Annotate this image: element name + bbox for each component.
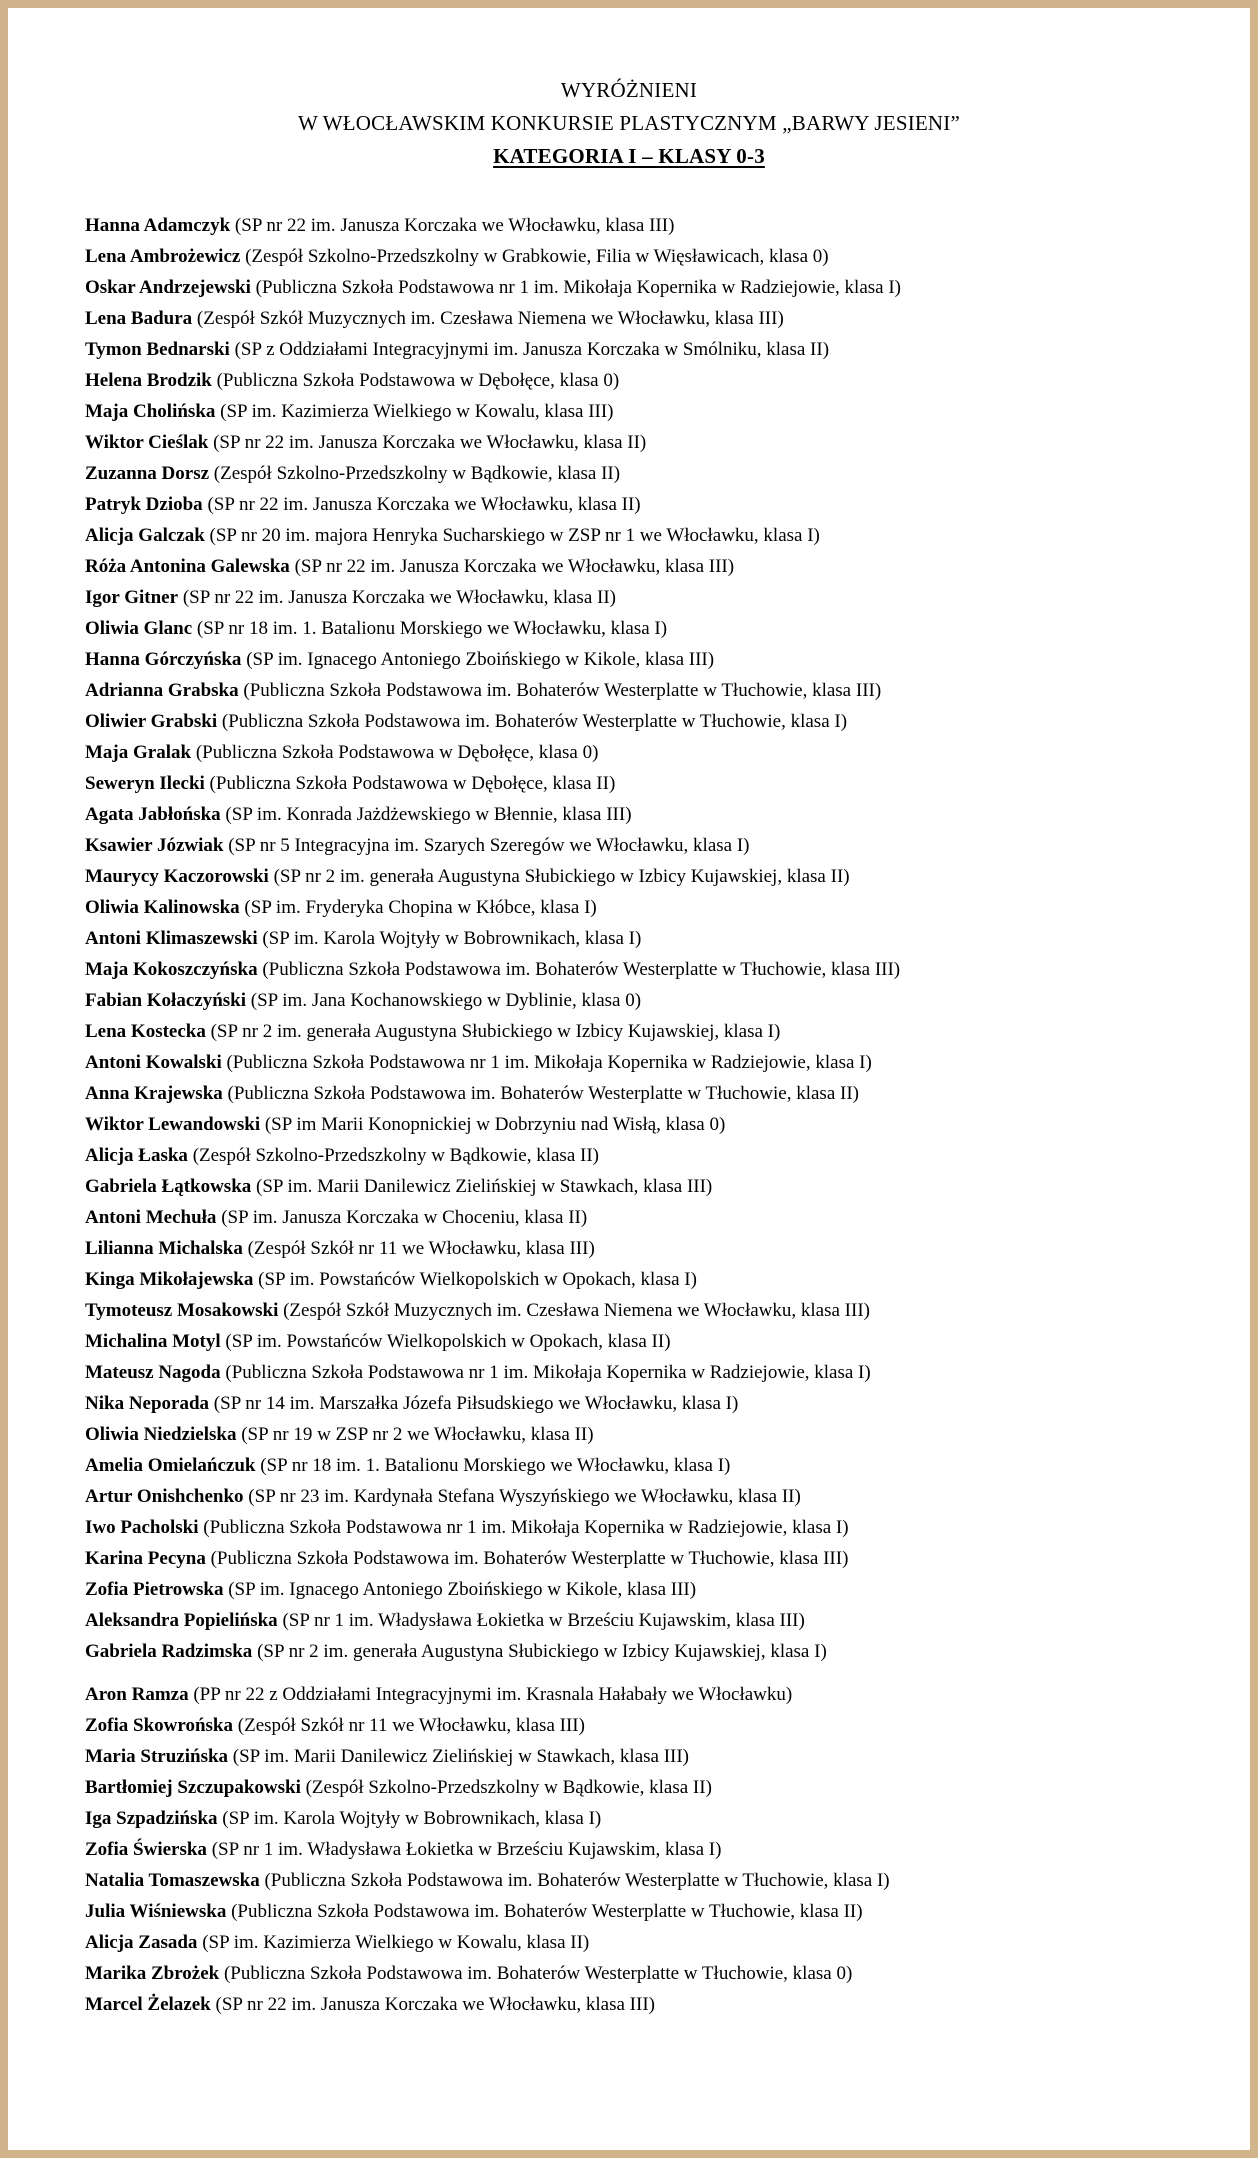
list-item (85, 1989, 1220, 2020)
winner-school-details: (Publiczna Szkoła Podstawowa nr 1 im. Mikołaja Kopernika w Radziejowie, klasa I) (220, 1362, 871, 1383)
winner-school-details: (Zespół Szkolno-Przedszkolny w Bądkowie, klasa II) (187, 1145, 599, 1166)
list-item (85, 1803, 1220, 1834)
list-item (85, 1605, 1220, 1636)
winner-school-details: (Publiczna Szkoła Podstawowa im. Bohaterów Westerplatte w Tłuchowie, klasa III) (205, 1548, 849, 1569)
winner-name: Michalina Motyl (85, 1331, 221, 1352)
list-item (85, 799, 1220, 830)
winner-school-details: (Zespół Szkół nr 11 we Włocławku, klasa III) (242, 1238, 595, 1259)
winner-school-details: (SP nr 20 im. majora Henryka Sucharskiego w ZSP nr 1 we Włocławku, klasa I) (204, 525, 820, 546)
winner-name: Wiktor Lewandowski (85, 1114, 261, 1135)
winner-school-details: (Publiczna Szkoła Podstawowa im. Bohaterów Westerplatte w Tłuchowie, klasa II) (226, 1901, 863, 1922)
list-item (85, 1140, 1220, 1171)
list-item (85, 365, 1220, 396)
list-item (85, 396, 1220, 427)
winner-name: Mateusz Nagoda (85, 1362, 221, 1383)
winner-name: Maja Gralak (85, 742, 192, 763)
list-item (85, 1543, 1220, 1574)
winner-school-details: (Zespół Szkolno-Przedszkolny w Bądkowie, klasa II) (300, 1777, 712, 1798)
list-item (85, 1512, 1220, 1543)
winner-name: Maja Cholińska (85, 401, 216, 422)
list-item (85, 1016, 1220, 1047)
winner-school-details: (Publiczna Szkoła Podstawowa nr 1 im. Mikołaja Kopernika w Radziejowie, klasa I) (198, 1517, 849, 1538)
winner-name: Róża Antonina Galewska (85, 556, 290, 577)
list-item (85, 1958, 1220, 1989)
list-item (85, 1834, 1220, 1865)
winner-name: Maja Kokoszczyńska (85, 959, 258, 980)
winner-name: Patryk Dzioba (85, 494, 203, 515)
list-item (85, 241, 1220, 272)
winner-school-details: (Zespół Szkolno-Przedszkolny w Grabkowie, Filia w Więsławicach, klasa 0) (240, 246, 829, 267)
winner-school-details: (Publiczna Szkoła Podstawowa nr 1 im. Mikołaja Kopernika w Radziejowie, klasa I) (250, 277, 901, 298)
winner-school-details: (Zespół Szkół Muzycznych im. Czesława Niemena we Włocławku, klasa III) (278, 1300, 870, 1321)
winner-school-details: (Publiczna Szkoła Podstawowa im. Bohaterów Westerplatte w Tłuchowie, klasa I) (259, 1870, 890, 1891)
winners-list-group-2 (8, 1679, 1250, 2020)
winner-school-details: (SP im. Karola Wojtyły w Bobrownikach, klasa I) (257, 928, 642, 949)
winner-name: Igor Gitner (85, 587, 179, 608)
list-item (85, 1295, 1220, 1326)
list-item (85, 675, 1220, 706)
winner-name: Lena Kostecka (85, 1021, 206, 1042)
winner-school-details: (SP im. Konrada Jażdżewskiego w Błennie, klasa III) (220, 804, 632, 825)
winner-name: Helena Brodzik (85, 370, 212, 391)
winner-name: Nika Neporada (85, 1393, 210, 1414)
winner-school-details: (Publiczna Szkoła Podstawowa im. Bohaterów Westerplatte w Tłuchowie, klasa I) (217, 711, 848, 732)
winner-name: Lena Ambrożewicz (85, 246, 241, 267)
winner-school-details: (Zespół Szkół nr 11 we Włocławku, klasa III) (233, 1715, 585, 1736)
list-item (85, 1047, 1220, 1078)
winner-name: Tymoteusz Mosakowski (85, 1300, 279, 1321)
winner-name: Bartłomiej Szczupakowski (85, 1777, 301, 1798)
winner-school-details: (SP nr 18 im. 1. Batalionu Morskiego we Włocławku, klasa I) (192, 618, 668, 639)
list-item (85, 334, 1220, 365)
list-item (85, 210, 1220, 241)
winner-name: Antoni Mechuła (85, 1207, 217, 1228)
winner-name: Adrianna Grabska (85, 680, 239, 701)
winner-school-details: (SP im. Powstańców Wielkopolskich w Opokach, klasa I) (253, 1269, 697, 1290)
list-item (85, 1927, 1220, 1958)
title-line-1: WYRÓŻNIENI (560, 78, 698, 102)
winner-school-details: (SP nr 22 im. Janusza Korczaka we Włocławku, klasa III) (289, 556, 735, 577)
winner-name: Alicja Łaska (85, 1145, 188, 1166)
list-item (85, 830, 1220, 861)
winner-school-details: (Publiczna Szkoła Podstawowa im. Bohaterów Westerplatte w Tłuchowie, klasa II) (222, 1083, 859, 1104)
winner-name: Maria Struzińska (85, 1746, 229, 1767)
winner-school-details: (SP nr 2 im. generała Augustyna Słubickiego w Izbicy Kujawskiej, klasa I) (205, 1021, 781, 1042)
winner-name: Tymon Bednarski (85, 339, 230, 360)
list-item (85, 1388, 1220, 1419)
winners-list-group-1 (8, 210, 1250, 1667)
list-item (85, 706, 1220, 737)
winner-name: Marcel Żelazek (85, 1994, 211, 2015)
list-item (85, 768, 1220, 799)
list-item (85, 1636, 1220, 1667)
winner-school-details: (SP nr 23 im. Kardynała Stefana Wyszyńskiego we Włocławku, klasa II) (243, 1486, 801, 1507)
winner-school-details: (SP im. Kazimierza Wielkiego w Kowalu, klasa II) (197, 1932, 590, 1953)
winner-school-details: (SP nr 1 im. Władysława Łokietka w Brześciu Kujawskim, klasa III) (277, 1610, 805, 1631)
winner-name: Iwo Pacholski (85, 1517, 199, 1538)
winner-name: Oliwia Glanc (85, 618, 193, 639)
winner-name: Zuzanna Dorsz (85, 463, 210, 484)
winner-name: Julia Wiśniewska (85, 1901, 227, 1922)
winner-school-details: (SP im. Marii Danilewicz Zielińskiej w Stawkach, klasa III) (228, 1746, 690, 1767)
list-item (85, 1109, 1220, 1140)
winner-name: Antoni Kowalski (85, 1052, 222, 1073)
winner-school-details: (SP im. Ignacego Antoniego Zboińskiego w Kikole, klasa III) (223, 1579, 697, 1600)
winner-school-details: (SP im. Marii Danilewicz Zielińskiej w Stawkach, klasa III) (251, 1176, 713, 1197)
list-item (85, 1264, 1220, 1295)
winner-name: Alicja Zasada (85, 1932, 198, 1953)
list-item (85, 582, 1220, 613)
winner-name: Seweryn Ilecki (85, 773, 205, 794)
list-item (85, 1865, 1220, 1896)
list-item (85, 1450, 1220, 1481)
list-item (85, 551, 1220, 582)
list-item (85, 1171, 1220, 1202)
winner-name: Zofia Skowrońska (85, 1715, 234, 1736)
winner-name: Wiktor Cieślak (85, 432, 209, 453)
list-item (85, 303, 1220, 334)
winner-name: Anna Krajewska (85, 1083, 223, 1104)
list-item (85, 1078, 1220, 1109)
winner-school-details: (SP im. Jana Kochanowskiego w Dyblinie, klasa 0) (246, 990, 642, 1011)
list-item (85, 1710, 1220, 1741)
document-page (8, 8, 1250, 2150)
winner-school-details: (SP nr 1 im. Władysława Łokietka w Brześciu Kujawskim, klasa I) (206, 1839, 722, 1860)
winner-name: Karina Pecyna (85, 1548, 206, 1569)
winner-school-details: (Zespół Szkolno-Przedszkolny w Bądkowie, klasa II) (209, 463, 621, 484)
winner-name: Hanna Adamczyk (85, 215, 231, 236)
list-item (85, 1202, 1220, 1233)
winner-name: Oliwia Niedzielska (85, 1424, 237, 1445)
list-item (85, 1772, 1220, 1803)
list-item (85, 520, 1220, 551)
winner-school-details: (Zespół Szkół Muzycznych im. Czesława Niemena we Włocławku, klasa III) (192, 308, 784, 329)
list-item (85, 427, 1220, 458)
winner-school-details: (Publiczna Szkoła Podstawowa w Dębołęce, klasa 0) (191, 742, 599, 763)
list-item (85, 1233, 1220, 1264)
winner-school-details: (SP z Oddziałami Integracyjnymi im. Janusza Korczaka w Smólniku, klasa II) (229, 339, 830, 360)
list-item (85, 1679, 1220, 1710)
winner-school-details: (SP im Marii Konopnickiej w Dobrzyniu nad Wisłą, klasa 0) (260, 1114, 726, 1135)
winner-school-details: (SP im. Fryderyka Chopina w Kłóbce, klasa I) (239, 897, 597, 918)
winner-name: Ksawier Józwiak (85, 835, 224, 856)
list-item (85, 737, 1220, 768)
list-item (85, 892, 1220, 923)
list-item (85, 1741, 1220, 1772)
winner-school-details: (SP im. Janusza Korczaka w Choceniu, klasa II) (216, 1207, 588, 1228)
list-item (85, 1574, 1220, 1605)
list-item (85, 1481, 1220, 1512)
winner-name: Amelia Omielańczuk (85, 1455, 256, 1476)
winner-name: Gabriela Łątkowska (85, 1176, 252, 1197)
list-item (85, 489, 1220, 520)
winner-school-details: (SP nr 5 Integracyjna im. Szarych Szeregów we Włocławku, klasa I) (223, 835, 750, 856)
winner-name: Aron Ramza (85, 1684, 189, 1705)
title-category: KATEGORIA I – KLASY 0-3 (493, 144, 765, 168)
winner-name: Antoni Klimaszewski (85, 928, 258, 949)
list-item (85, 1326, 1220, 1357)
winner-school-details: (SP nr 22 im. Janusza Korczaka we Włocławku, klasa III) (230, 215, 675, 236)
winner-name: Kinga Mikołajewska (85, 1269, 254, 1290)
winner-school-details: (Publiczna Szkoła Podstawowa nr 1 im. Mikołaja Kopernika w Radziejowie, klasa I) (221, 1052, 872, 1073)
winner-name: Hanna Górczyńska (85, 649, 242, 670)
winner-name: Artur Onishchenko (85, 1486, 244, 1507)
winner-school-details: (Publiczna Szkoła Podstawowa im. Bohaterów Westerplatte w Tłuchowie, klasa 0) (219, 1963, 853, 1984)
winner-name: Maurycy Kaczorowski (85, 866, 269, 887)
winner-school-details: (SP nr 22 im. Janusza Korczaka we Włocławku, klasa III) (210, 1994, 655, 2015)
winner-school-details: (SP im. Powstańców Wielkopolskich w Opokach, klasa II) (220, 1331, 671, 1352)
winner-school-details: (Publiczna Szkoła Podstawowa im. Bohaterów Westerplatte w Tłuchowie, klasa III) (238, 680, 882, 701)
winner-school-details: (SP nr 22 im. Janusza Korczaka we Włocławku, klasa II) (208, 432, 647, 453)
winner-school-details: (SP im. Karola Wojtyły w Bobrownikach, klasa I) (217, 1808, 602, 1829)
list-item (85, 613, 1220, 644)
list-item (85, 644, 1220, 675)
list-item (85, 1419, 1220, 1450)
winner-name: Zofia Pietrowska (85, 1579, 224, 1600)
list-item (85, 458, 1220, 489)
title-line-2: W WŁOCŁAWSKIM KONKURSIE PLASTYCZNYM „BARWY JESIENI” (297, 111, 961, 135)
winner-name: Oliwia Kalinowska (85, 897, 240, 918)
winner-school-details: (Publiczna Szkoła Podstawowa w Dębołęce, klasa 0) (211, 370, 620, 391)
winner-name: Aleksandra Popielińska (85, 1610, 278, 1631)
list-item (85, 272, 1220, 303)
list-item (85, 954, 1220, 985)
winner-name: Oliwier Grabski (85, 711, 218, 732)
winner-name: Lena Badura (85, 308, 193, 329)
winner-name: Zofia Świerska (85, 1839, 207, 1860)
winner-school-details: (PP nr 22 z Oddziałami Integracyjnymi im. Krasnala Hałabały we Włocławku) (188, 1684, 793, 1705)
list-item (85, 923, 1220, 954)
winner-name: Lilianna Michalska (85, 1238, 243, 1259)
winner-school-details: (SP nr 2 im. generała Augustyna Słubickiego w Izbicy Kujawskiej, klasa I) (252, 1641, 827, 1662)
winner-school-details: (SP nr 2 im. generała Augustyna Słubickiego w Izbicy Kujawskiej, klasa II) (268, 866, 850, 887)
winner-name: Marika Zbrożek (85, 1963, 220, 1984)
list-item (85, 985, 1220, 1016)
winner-school-details: (SP im. Ignacego Antoniego Zboińskiego w Kikole, klasa III) (241, 649, 715, 670)
winner-school-details: (Publiczna Szkoła Podstawowa w Dębołęce, klasa II) (204, 773, 616, 794)
winner-school-details: (SP nr 19 w ZSP nr 2 we Włocławku, klasa II) (236, 1424, 594, 1445)
winner-name: Natalia Tomaszewska (85, 1870, 260, 1891)
winner-school-details: (SP nr 18 im. 1. Batalionu Morskiego we Włocławku, klasa I) (255, 1455, 731, 1476)
winner-name: Alicja Galczak (85, 525, 205, 546)
winner-school-details: (SP im. Kazimierza Wielkiego w Kowalu, klasa III) (215, 401, 614, 422)
winner-name: Agata Jabłońska (85, 804, 221, 825)
winner-school-details: (SP nr 22 im. Janusza Korczaka we Włocławku, klasa II) (202, 494, 641, 515)
winner-school-details: (SP nr 22 im. Janusza Korczaka we Włocławku, klasa II) (178, 587, 616, 608)
winner-name: Iga Szpadzińska (85, 1808, 218, 1829)
winner-name: Fabian Kołaczyński (85, 990, 246, 1011)
winner-school-details: (SP nr 14 im. Marszałka Józefa Piłsudskiego we Włocławku, klasa I) (209, 1393, 739, 1414)
document-title (8, 74, 1250, 173)
list-item (85, 1357, 1220, 1388)
list-item (85, 1896, 1220, 1927)
winner-school-details: (Publiczna Szkoła Podstawowa im. Bohaterów Westerplatte w Tłuchowie, klasa III) (257, 959, 901, 980)
winner-name: Gabriela Radzimska (85, 1641, 253, 1662)
list-item (85, 861, 1220, 892)
winner-name: Oskar Andrzejewski (85, 277, 251, 298)
